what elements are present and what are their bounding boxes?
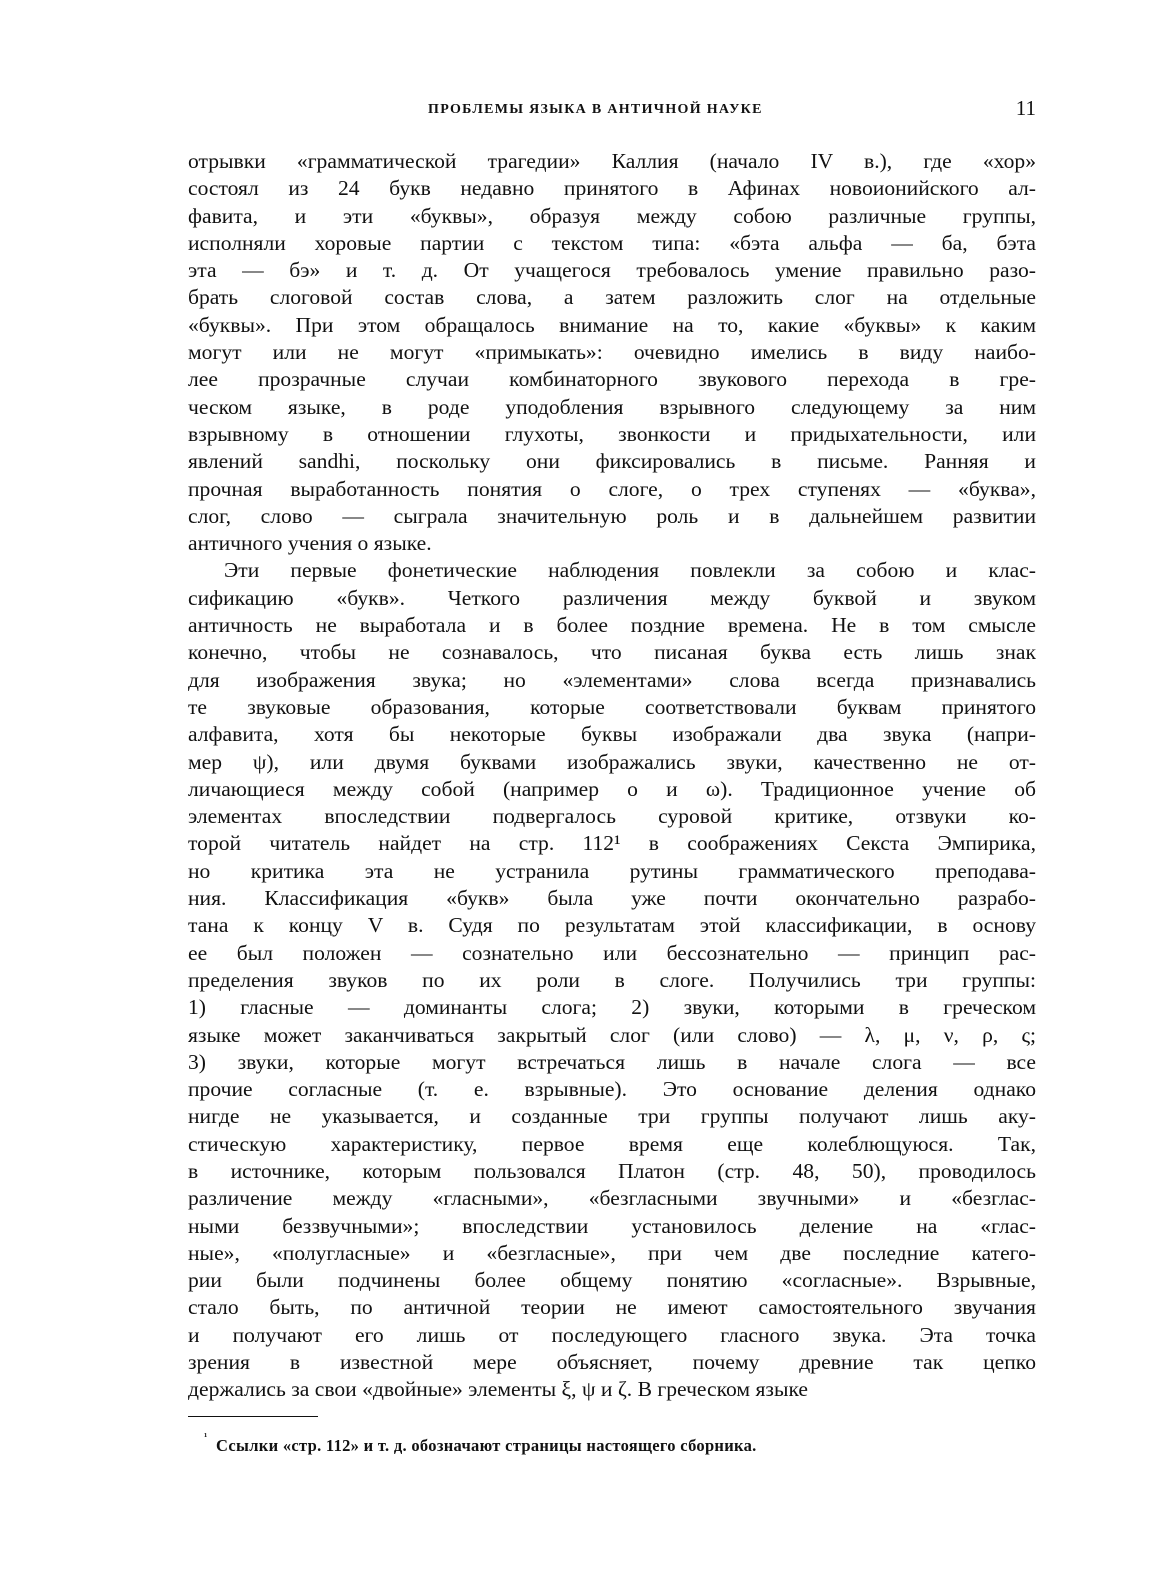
text-line: тана к концу V в. Судя по результатам этой классификации, в основу — [188, 913, 1036, 938]
text-line: Эти первые фонетические наблюдения повлекли за собою и клас- — [224, 558, 1036, 583]
text-line: сификацию «букв». Четкого различения между буквой и звуком — [188, 585, 1036, 610]
text-line: личающиеся между собой (например ο и ω). Традиционное учение об — [188, 776, 1036, 801]
text-line: алфавита, хотя бы некоторые буквы изображали два звука (напри- — [188, 722, 1036, 747]
text-line: в источнике, которым пользовался Платон (стр. 48, 50), проводилось — [188, 1158, 1036, 1183]
text-line: рии были подчинены более общему понятию «согласные». Взрывные, — [188, 1268, 1036, 1293]
text-line: прочная выработанность понятия о слоге, о трех ступенях — «буква», — [188, 476, 1036, 501]
text-line: лее прозрачные случаи комбинаторного звукового перехода в гре- — [188, 367, 1036, 392]
footnote-text: Ссылки «стр. 112» и т. д. обозначают страницы настоящего сборника. — [216, 1436, 757, 1455]
text-line: 3) звуки, которые могут встречаться лишь в начале слога — все — [188, 1049, 1036, 1074]
text-line: исполняли хоровые партии с текстом типа: «бэта альфа — ба, бэта — [188, 230, 1036, 255]
footnote-divider — [188, 1416, 318, 1417]
text-line: слог, слово — сыграла значительную роль и в дальнейшем развитии — [188, 503, 1036, 528]
page-header — [188, 96, 1036, 130]
body-text — [188, 148, 1036, 1404]
text-line: «буквы». При этом обращалось внимание на то, какие «буквы» к каким — [188, 312, 1036, 337]
text-line: пределения звуков по их роли в слоге. Получились три группы: — [188, 967, 1036, 992]
text-line: различение между «гласными», «безгласными звучными» и «безглас- — [188, 1186, 1036, 1211]
text-line: элементах впоследствии подвергалось суровой критике, отзвуки ко- — [188, 804, 1036, 829]
text-line: могут или не могут «примыкать»: очевидно имелись в виду наибо- — [188, 340, 1036, 365]
page-number: 11 — [1015, 96, 1036, 120]
text-line: брать слоговой состав слова, а затем разложить слог на отдельные — [188, 285, 1036, 310]
text-line: ными беззвучными»; впоследствии установилось деление на «глас- — [188, 1213, 1036, 1238]
text-line: зрения в известной мере объясняет, почему древние так цепко — [188, 1350, 1036, 1375]
text-line: взрывному в отношении глухоты, звонкости и придыхательности, или — [188, 421, 1036, 446]
text-line: прочие согласные (т. е. взрывные). Это основание деления однако — [188, 1077, 1036, 1102]
text-line: античность не выработала и в более поздние времена. Не в том смысле — [188, 613, 1036, 638]
footnote-marker: ¹ — [204, 1431, 208, 1443]
text-line: держались за свои «двойные» элементы ξ, ψ и ζ. В греческом языке — [188, 1377, 808, 1402]
text-line: те звуковые образования, которые соответствовали буквам принятого — [188, 694, 1036, 719]
text-line: языке может заканчиваться закрытый слог (или слово) — λ, μ, ν, ρ, ς; — [188, 1022, 1036, 1047]
running-title: ПРОБЛЕМЫ ЯЗЫКА В АНТИЧНОЙ НАУКЕ — [428, 102, 763, 117]
text-line: отрывки «грамматической трагедии» Каллия (начало IV в.), где «хор» — [188, 149, 1036, 173]
text-line: 1) гласные — доминанты слога; 2) звуки, которыми в греческом — [188, 995, 1036, 1020]
text-line: и получают его лишь от последующего гласного звука. Эта точка — [188, 1322, 1036, 1347]
text-line: стическую характеристику, первое время еще колеблющуюся. Так, — [188, 1131, 1036, 1156]
text-line: эта — бэ» и т. д. От учащегося требовалось умение правильно разо- — [188, 258, 1036, 283]
text-line: состоял из 24 букв недавно принятого в Афинах новоионийского ал- — [188, 176, 1036, 201]
text-line: для изображения звука; но «элементами» слова всегда признавались — [188, 667, 1036, 692]
footnote — [204, 1431, 757, 1456]
text-line: ния. Классификация «букв» была уже почти окончательно разрабо- — [188, 886, 1036, 911]
text-line: но критика эта не устранила рутины грамматического преподава- — [188, 858, 1036, 883]
text-line: ческом языке, в роде уподобления взрывного следующему за ним — [188, 394, 1036, 419]
text-line: античного учения о языке. — [188, 531, 432, 556]
text-line: конечно, чтобы не сознавалось, что писаная буква есть лишь знак — [188, 640, 1036, 665]
text-line: стало быть, по античной теории не имеют самостоятельного звучания — [188, 1295, 1036, 1320]
text-line: мер ψ), или двумя буквами изображались звуки, качественно не от- — [188, 749, 1036, 774]
text-line: фавита, и эти «буквы», образуя между собою различные группы, — [188, 203, 1036, 228]
text-line: ее был положен — сознательно или бессознательно — принцип рас- — [188, 940, 1036, 965]
text-line: ные», «полугласные» и «безгласные», при чем две последние катего- — [188, 1240, 1036, 1265]
text-line: явлений sandhi, поскольку они фиксировались в письме. Ранняя и — [188, 449, 1036, 474]
text-line: нигде не указывается, и созданные три группы получают лишь аку- — [188, 1104, 1036, 1129]
text-line: торой читатель найдет на стр. 112¹ в соображениях Секста Эмпирика, — [188, 831, 1036, 856]
